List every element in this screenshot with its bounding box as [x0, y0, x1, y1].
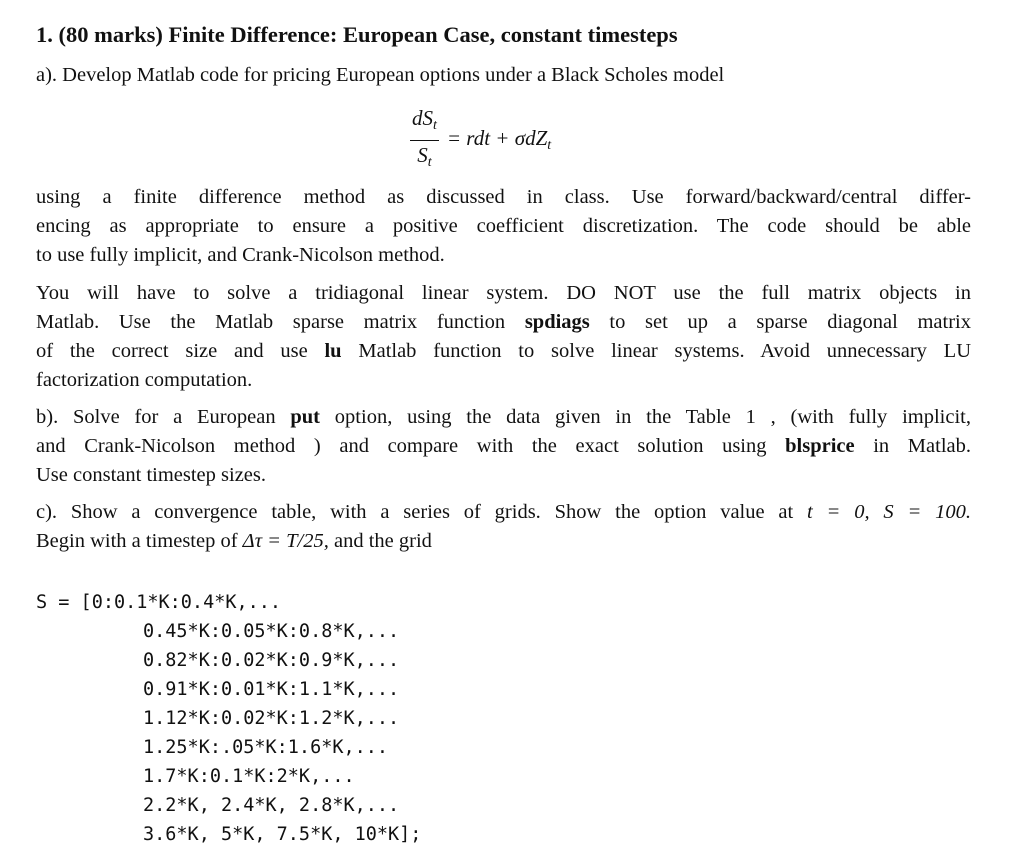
text-line: b). Solve for a European put option, using the data given in the Table 1 , (with fully implicit, — [36, 406, 971, 428]
code-line: 0.45*K:0.05*K:0.8*K,... — [143, 621, 400, 642]
equation-denominator: $S_t$ — [417, 142, 432, 170]
text-line: and Crank-Nicolson method ) and compare with the exact solution using blsprice in Matlab. — [36, 435, 971, 457]
text-line: Use constant timestep sizes. — [36, 464, 267, 486]
equation-fraction — [410, 107, 439, 174]
code-line: 1.25*K:.05*K:1.6*K,... — [143, 737, 389, 758]
keyword-spdiags: spdiags — [524, 311, 590, 333]
text-line: Begin with a timestep of Δτ = T/25, and the grid — [36, 530, 432, 552]
code-line: 1.7*K:0.1*K:2*K,... — [143, 766, 355, 787]
part-b-paragraph — [36, 403, 971, 490]
text-line: of the correct size and use lu Matlab function to solve linear systems. Avoid unnecessary LU — [36, 340, 971, 362]
math-t-s: t = 0, S = 100. — [807, 501, 971, 523]
part-a-intro: a). Develop Matlab code for pricing European options under a Black Scholes model — [36, 64, 725, 86]
keyword-lu: lu — [324, 340, 342, 362]
text-line: You will have to solve a tridiagonal linear system. DO NOT use the full matrix objects in — [36, 282, 971, 304]
question-heading: 1. (80 marks) Finite Difference: European Case, constant timesteps — [36, 22, 678, 47]
code-line: 3.6*K, 5*K, 7.5*K, 10*K]; — [143, 824, 422, 845]
text-line: encing as appropriate to ensure a positive coefficient discretization. The code should be able — [36, 215, 971, 237]
keyword-blsprice: blsprice — [785, 435, 855, 457]
text-line: using a finite difference method as discussed in class. Use forward/backward/central differ- — [36, 186, 971, 208]
math-timestep: Δτ = T/25, — [242, 530, 329, 552]
code-line: 0.91*K:0.01*K:1.1*K,... — [143, 679, 400, 700]
part-a-paragraph-1 — [36, 183, 971, 270]
code-line: 2.2*K, 2.4*K, 2.8*K,... — [143, 795, 400, 816]
code-line: 0.82*K:0.02*K:0.9*K,... — [143, 650, 400, 671]
text-line: c). Show a convergence table, with a series of grids. Show the option value at t = 0, S = 100. — [36, 501, 971, 523]
black-scholes-equation — [410, 105, 552, 170]
keyword-put: put — [290, 406, 321, 428]
equation-numerator: $dS_t$ — [410, 107, 439, 141]
code-line: S = [0:0.1*K:0.4*K,... — [36, 592, 282, 613]
part-c-paragraph — [36, 498, 971, 556]
equation-rhs: = rdt + σdZ$_t$ — [446, 126, 552, 153]
text-line: factorization computation. — [36, 369, 253, 391]
text-line: Matlab. Use the Matlab sparse matrix function spdiags to set up a sparse diagonal matrix — [36, 311, 971, 333]
text-line: to use fully implicit, and Crank-Nicolson method. — [36, 244, 445, 266]
part-a-paragraph-2 — [36, 279, 971, 395]
code-line: 1.12*K:0.02*K:1.2*K,... — [143, 708, 400, 729]
grid-code-block — [36, 588, 421, 849]
